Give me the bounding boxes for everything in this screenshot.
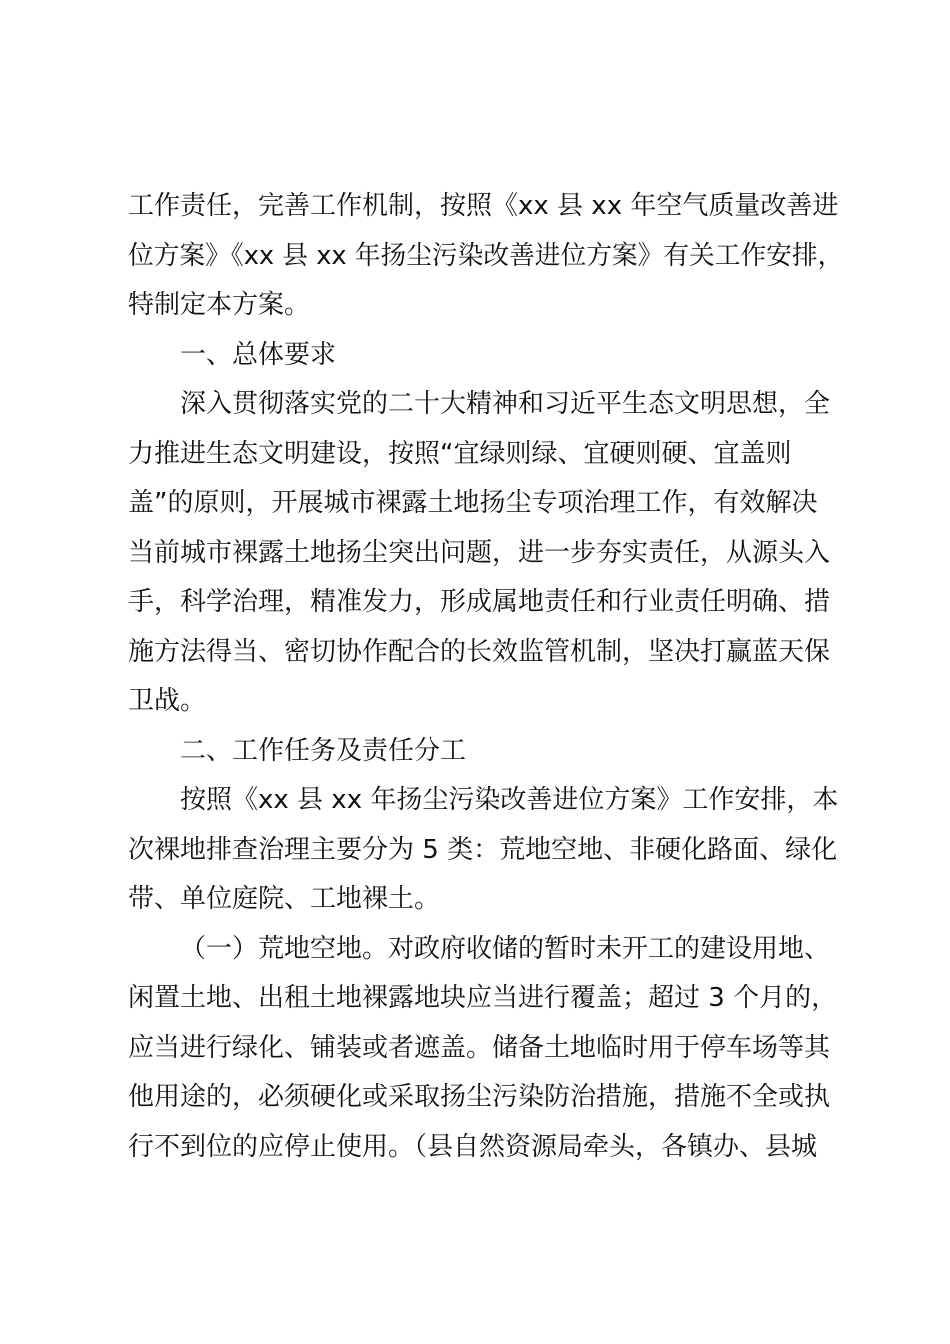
text-line: 工作责任，完善工作机制，按照《xx 县 xx 年空气质量改善进	[128, 191, 839, 221]
text-line: 应当进行绿化、铺装或者遮盖。储备土地临时用于停车场等其	[128, 1032, 831, 1063]
text-line: 力推进生态文明建设，按照“宜绿则绿、宜硬则硬、宜盖则	[128, 438, 792, 469]
text-line: 他用途的，必须硬化或采取扬尘污染防治措施，措施不全或执	[128, 1082, 831, 1112]
text-line: 特制定本方案。	[128, 290, 311, 320]
text-line: 按照《xx 县 xx 年扬尘污染改善进位方案》工作安排，本	[180, 785, 839, 815]
text-line: 深入贯彻落实党的二十大精神和习近平生态文明思想，全	[180, 389, 831, 419]
text-line: 当前城市裸露土地扬尘突出问题，进一步夯实责任，从源头入	[128, 537, 831, 568]
text-line: 位方案》《xx 县 xx 年扬尘污染改善进位方案》有关工作安排，	[128, 240, 844, 271]
text-line: （一）荒地空地。对政府收储的暂时未开工的建设用地、	[180, 933, 831, 964]
text-line: 闲置土地、出租土地裸露地块应当进行覆盖；超过 3 个月的，	[128, 983, 838, 1013]
text-line: 行不到位的应停止使用。（县自然资源局牵头，各镇办、县城	[128, 1131, 818, 1162]
text-line: 施方法得当、密切协作配合的长效监管机制，坚决打赢蓝天保	[128, 636, 831, 667]
text-line: 卫战。	[128, 686, 207, 716]
document-body	[128, 182, 843, 1172]
text-line: 手，科学治理，精准发力，形成属地责任和行业责任明确、措	[128, 587, 831, 617]
text-line: 一、总体要求	[180, 339, 337, 370]
text-line: 二、工作任务及责任分工	[180, 735, 467, 766]
text-line: 次裸地排查治理主要分为 5 类：荒地空地、非硬化路面、绿化	[128, 834, 838, 865]
text-line: 盖”的原则，开展城市裸露土地扬尘专项治理工作，有效解决	[128, 488, 818, 518]
text-line: 带、单位庭院、工地裸土。	[128, 884, 441, 914]
